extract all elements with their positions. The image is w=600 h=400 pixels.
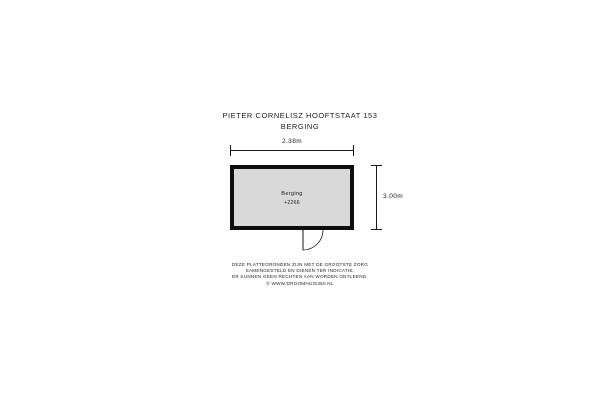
dimension-width-tick-left (230, 145, 231, 156)
room-floor-area (234, 169, 350, 226)
page-title (0, 110, 600, 132)
room-level-label: +2266 (284, 200, 300, 206)
dimension-width-tick-right (353, 145, 354, 156)
floorplan-room-berging (230, 165, 354, 230)
disclaimer-line-4: © WWW.DROOMHUIS360.NL (266, 280, 334, 286)
disclaimer-line-3: ER KUNNEN GEEN RECHTEN AAN WORDEN ONTLEEND. (232, 274, 368, 280)
dimension-height-label: 3.00m (383, 193, 404, 200)
dimension-width-label: 2.38m (281, 138, 303, 145)
title-subtitle: BERGING (280, 122, 320, 131)
disclaimer (0, 262, 600, 287)
dimension-width (230, 138, 354, 156)
room-name-label: Berging (281, 191, 303, 197)
dimension-height-line (376, 165, 377, 230)
title-address: PIETER CORNELISZ HOOFTSTAAT 153 (222, 111, 378, 120)
disclaimer-line-1: DEZE PLATTEGRONDEN ZIJN MET DE GROOTSTE ZORG (231, 262, 369, 267)
disclaimer-line-2: SAMENGESTELD EN DIENEN TER INDICATIE. (245, 268, 355, 274)
door-icon (302, 229, 328, 255)
dimension-height-tick-top (371, 165, 382, 166)
dimension-height (368, 165, 408, 230)
dimension-height-tick-bottom (371, 229, 382, 230)
dimension-width-line (230, 150, 354, 151)
